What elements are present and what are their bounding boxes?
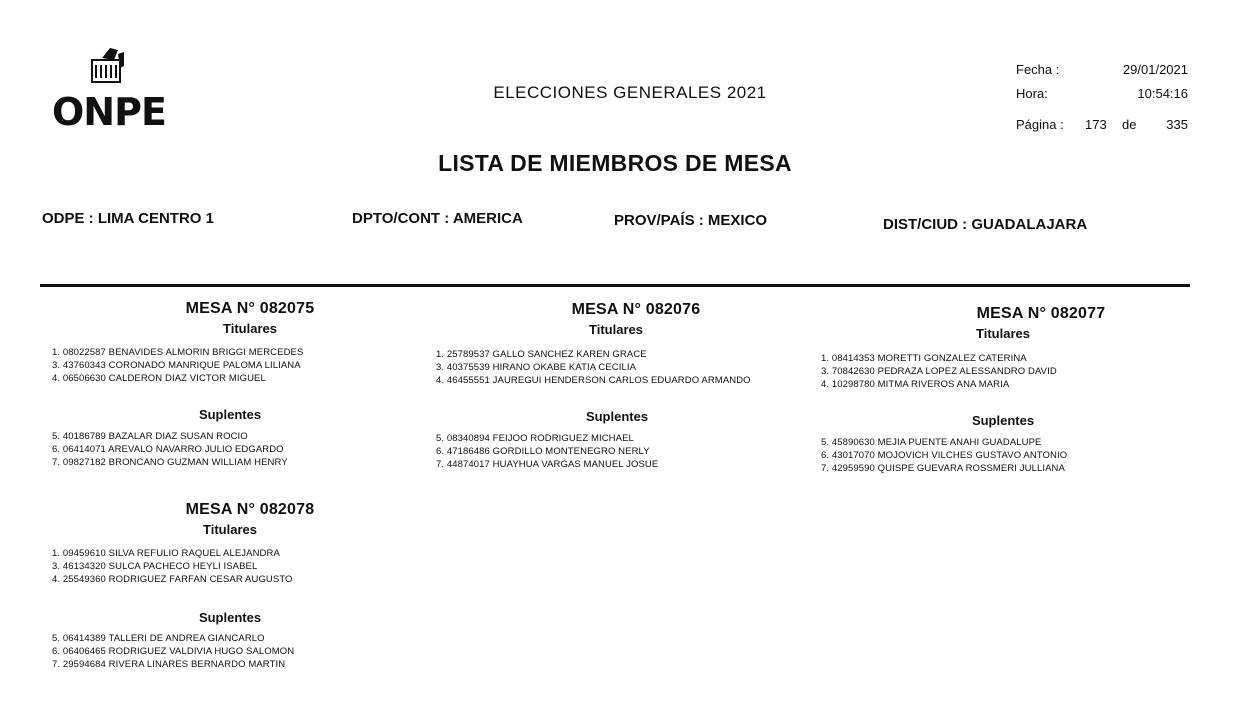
member-row: 3. 46134320 SULCA PACHECO HEYLI ISABEL: [52, 561, 258, 572]
member-row: 6. 06414071 AREVALO NAVARRO JULIO EDGARDO: [52, 444, 284, 455]
member-row: 4. 10298780 MITMA RIVEROS ANA MARIA: [821, 379, 1010, 390]
dist-field: DIST/CIUD : GUADALAJARA: [883, 216, 1088, 233]
member-row: 5. 08340894 FEIJOO RODRIGUEZ MICHAEL: [436, 433, 634, 444]
member-row: 1. 09459610 SILVA REFULIO RAQUEL ALEJANDRA: [52, 548, 280, 559]
member-row: 4. 25549360 RODRIGUEZ FARFAN CESAR AUGUSTO: [52, 574, 293, 585]
member-row: 6. 43017070 MOJOVICH VILCHES GUSTAVO ANTONIO: [821, 450, 1068, 461]
logo-wordmark: ONPE: [52, 90, 166, 134]
suplentes-heading: Suplentes: [585, 409, 649, 424]
member-row: 4. 46455551 JAUREGUI HENDERSON CARLOS EDUARDO ARMANDO: [436, 375, 751, 386]
member-row: 7. 44874017 HUAYHUA VARGAS MANUEL JOSUE: [436, 459, 659, 470]
fecha-value: 29/01/2021: [1122, 62, 1188, 77]
member-row: 5. 45890630 MEJIA PUENTE ANAHI GUADALUPE: [821, 437, 1042, 448]
member-row: 7. 29594684 RIVERA LINARES BERNARDO MARTIN: [52, 659, 286, 670]
pagina-number: 173: [1085, 117, 1107, 132]
election-title: ELECCIONES GENERALES 2021: [493, 83, 767, 102]
pagina-de: de: [1122, 117, 1137, 132]
suplentes-heading: Suplentes: [198, 407, 262, 422]
member-row: 4. 06506630 CALDERON DIAZ VICTOR MIGUEL: [52, 373, 266, 384]
fecha-label: Fecha :: [1016, 62, 1060, 77]
member-row: 1. 25789537 GALLO SANCHEZ KAREN GRACE: [436, 349, 647, 360]
titulares-heading: Titulares: [589, 322, 643, 337]
member-row: 1. 08414353 MORETTI GONZALEZ CATERINA: [821, 353, 1027, 364]
onpe-logo: [52, 46, 172, 132]
mesa-title: MESA N° 082076: [571, 301, 701, 318]
pagina-label: Página :: [1016, 117, 1064, 132]
member-row: 3. 40375539 HIRANO OKABE KATIA CECILIA: [436, 362, 637, 373]
member-row: 7. 42959590 QUISPE GUEVARA ROSSMERI JULLIANA: [821, 463, 1065, 474]
prov-field: PROV/PAÍS : MEXICO: [614, 212, 768, 229]
titulares-heading: Titulares: [976, 326, 1030, 341]
member-row: 5. 40186789 BAZALAR DIAZ SUSAN ROCIO: [52, 431, 248, 442]
dpto-field: DPTO/CONT : AMERICA: [352, 210, 523, 227]
ballot-box-icon: [88, 46, 128, 86]
mesa-title: MESA N° 082075: [185, 300, 315, 317]
member-row: 3. 70842630 PEDRAZA LOPEZ ALESSANDRO DAVID: [821, 366, 1057, 377]
header-divider: [40, 284, 1190, 287]
suplentes-heading: Suplentes: [198, 610, 262, 625]
titulares-heading: Titulares: [203, 522, 257, 537]
member-row: 1. 08022587 BENAVIDES ALMORIN BRIGGI MERCEDES: [52, 347, 304, 358]
titulares-heading: Titulares: [223, 321, 277, 336]
pagina-total: 335: [1166, 117, 1188, 132]
mesa-title: MESA N° 082077: [976, 305, 1106, 322]
member-row: 6. 06406465 RODRIGUEZ VALDIVIA HUGO SALOMON: [52, 646, 295, 657]
mesa-title: MESA N° 082078: [185, 501, 315, 518]
member-row: 7. 09827182 BRONCANO GUZMAN WILLIAM HENRY: [52, 457, 288, 468]
hora-value: 10:54:16: [1137, 86, 1188, 101]
member-row: 6. 47186486 GORDILLO MONTENEGRO NERLY: [436, 446, 650, 457]
member-row: 5. 06414389 TALLERI DE ANDREA GIANCARLO: [52, 633, 265, 644]
suplentes-heading: Suplentes: [971, 413, 1035, 428]
odpe-field: ODPE : LIMA CENTRO 1: [42, 210, 214, 227]
member-row: 3. 43760343 CORONADO MANRIQUE PALOMA LILIANA: [52, 360, 301, 371]
document-title: LISTA DE MIEMBROS DE MESA: [438, 150, 792, 176]
hora-label: Hora:: [1016, 86, 1048, 101]
